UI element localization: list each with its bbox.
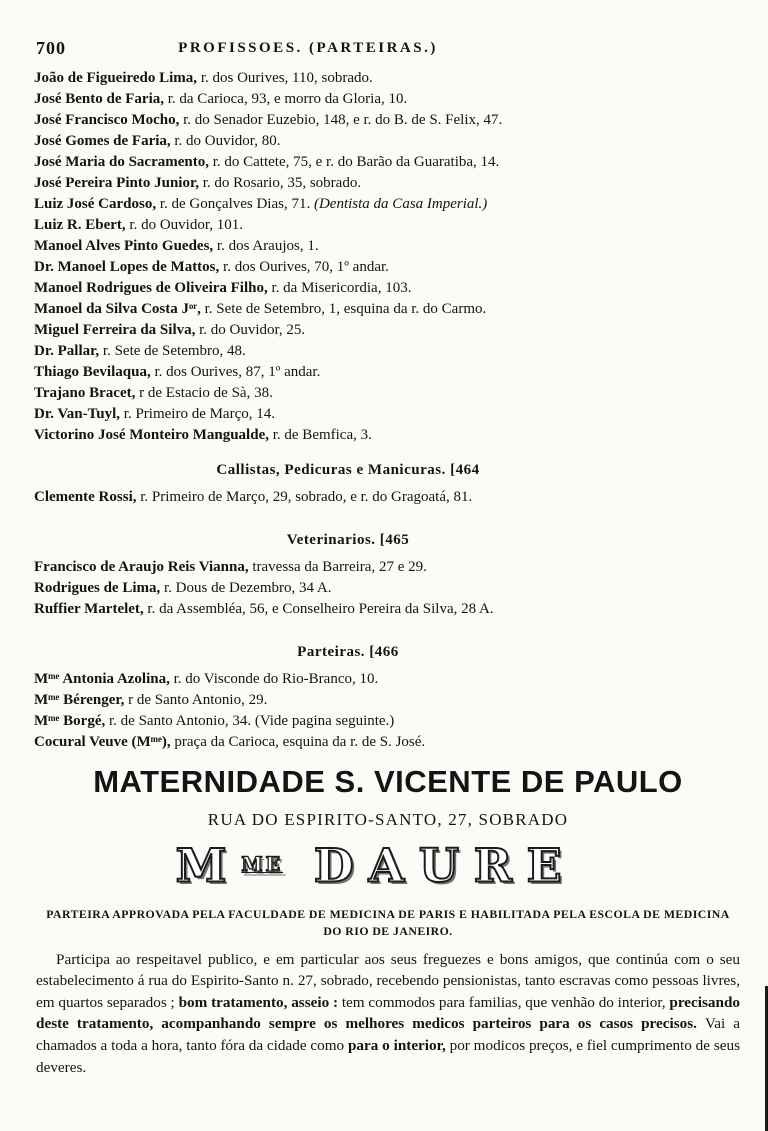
- directory-entry: [34, 173, 742, 194]
- entry-name: Luiz José Cardoso,: [34, 196, 157, 212]
- entry-name: José Gomes de Faria,: [34, 133, 171, 149]
- entry-address: r. de Santo Antonio, 34. (Vide pagina seguinte.): [105, 713, 395, 729]
- section-heading-veterinarios: Veterinarios. [465: [286, 532, 410, 548]
- page-header: [34, 38, 742, 62]
- directory-entry: [34, 236, 742, 257]
- directory-entry: [34, 152, 742, 173]
- directory-entry: [34, 487, 742, 508]
- entry-address: r. dos Araujos, 1.: [213, 238, 319, 254]
- entry-name: José Maria do Sacramento,: [34, 154, 209, 170]
- ad-body-segment: por modicos preços, e fiel cumprimento de seus deveres.: [36, 1037, 740, 1076]
- directory-entry: [34, 383, 742, 404]
- directory-entry: [34, 690, 742, 711]
- entry-address: r. do Ouvidor, 80.: [170, 133, 281, 149]
- directory-entry: [34, 215, 742, 236]
- entry-name: Francisco de Araujo Reis Vianna,: [34, 559, 249, 575]
- directory-entry: [34, 131, 742, 152]
- directory-entry: [34, 110, 742, 131]
- ad-body-segment: Vai a chamados a toda a hora, tanto fóra da cidade como: [36, 1015, 740, 1054]
- entry-address: r. de Gonçalves Dias, 71.: [156, 196, 314, 212]
- directory-entry: [34, 404, 742, 425]
- ad-body-segment: Participa ao respeitavel publico, e em particular aos seus freguezes e bons amigos, que continúa com o seu estabelecimento á rua do Espirito-Santo n. 27, sobrado, recebendo pensionistas, tanto escravas como pessoas livres, em quartos separados ;: [36, 950, 740, 1011]
- entry-address: travessa da Barreira, 27 e 29.: [248, 559, 427, 575]
- entry-name: Dr. Pallar,: [34, 343, 100, 359]
- entry-name: Miguel Ferreira da Silva,: [34, 322, 196, 338]
- ad-credentials: PARTEIRA APPROVADA PELA FACULDADE DE MEDICINA DE PARIS E HABILITADA PELA ESCOLA DE MEDICINA DO RIO DE JANEIRO.: [46, 906, 730, 938]
- entry-name: Luiz R. Ebert,: [34, 217, 126, 233]
- veterinarios-entry-list: [34, 557, 742, 620]
- entry-name: José Pereira Pinto Junior,: [34, 175, 199, 191]
- advertisement: [34, 763, 742, 1078]
- entry-name: José Francisco Mocho,: [34, 112, 180, 128]
- entry-address: r. de Bemfica, 3.: [268, 427, 372, 443]
- section-heading-callistas: Callistas, Pedicuras e Manicuras. [464: [216, 462, 480, 478]
- directory-entry: [34, 278, 742, 299]
- entry-address: r de Estacio de Sà, 38.: [135, 385, 273, 401]
- parteiras-entry-list: [34, 669, 742, 753]
- directory-entry: [34, 257, 742, 278]
- entry-name: Clemente Rossi,: [34, 489, 137, 505]
- ad-body-segment-bold: bom tratamento, asseio :: [178, 993, 342, 1011]
- entry-name: Manoel da Silva Costa Jᵒʳ,: [34, 301, 201, 317]
- entry-address: r. dos Ourives, 70, 1º andar.: [219, 259, 389, 275]
- entry-address: r. do Cattete, 75, e r. do Barão da Guaratiba, 14.: [208, 154, 500, 170]
- ad-body-paragraph: [36, 949, 740, 1079]
- entry-name: Trajano Bracet,: [34, 385, 136, 401]
- entry-name: Dr. Van-Tuyl,: [34, 406, 121, 422]
- entry-name: Ruffier Martelet,: [34, 601, 144, 617]
- entry-address: r. Sete de Setembro, 48.: [99, 343, 246, 359]
- ad-name-superscript: ME: [241, 853, 284, 876]
- ad-name-rest: DAURE: [283, 838, 577, 893]
- entry-address: r. do Senador Euzebio, 148, e r. do B. de S. Felix, 47.: [179, 112, 503, 128]
- directory-entry: [34, 425, 742, 446]
- entry-address: r. da Misericordia, 103.: [267, 280, 412, 296]
- callistas-entry-list: [34, 487, 742, 508]
- entry-address: r. Dous de Dezembro, 34 A.: [160, 580, 332, 596]
- ad-body-segment: tem commodos para familias, que venhão do interior,: [341, 993, 670, 1011]
- directory-entry: [34, 68, 742, 89]
- entry-name: Cocural Veuve (Mᵐᵉ),: [34, 734, 171, 750]
- directory-entry: [34, 299, 742, 320]
- entry-name: Mᵐᵉ Borgé,: [34, 713, 106, 729]
- entry-name: Manoel Alves Pinto Guedes,: [34, 238, 214, 254]
- entry-name: Mᵐᵉ Bérenger,: [34, 692, 125, 708]
- ad-body-segment-bold: precisando deste tratamento, acompanhando sempre os melhores medicos parteiros para os casos precisos.: [36, 993, 740, 1033]
- entry-address: praça da Carioca, esquina da r. de S. José.: [170, 734, 426, 750]
- entry-note: (Dentista da Casa Imperial.): [313, 196, 488, 212]
- entry-address: r. do Ouvidor, 101.: [125, 217, 243, 233]
- entry-address: r. dos Ourives, 110, sobrado.: [197, 70, 373, 86]
- entry-name: Manoel Rodrigues de Oliveira Filho,: [34, 280, 268, 296]
- directory-entry: [34, 362, 742, 383]
- entry-address: r. Primeiro de Março, 29, sobrado, e r. do Gragoatá, 81.: [136, 489, 473, 505]
- directory-entry: [34, 578, 742, 599]
- directory-entry: [34, 599, 742, 620]
- main-entry-list: [34, 68, 742, 446]
- entry-name: João de Figueiredo Lima,: [34, 70, 198, 86]
- entry-address: r. do Ouvidor, 25.: [195, 322, 306, 338]
- directory-entry: [34, 194, 742, 215]
- entry-address: r. da Assembléa, 56, e Conselheiro Pereira da Silva, 28 A.: [143, 601, 494, 617]
- ad-body-segment-bold: para o interior,: [347, 1037, 450, 1054]
- directory-entry: [34, 89, 742, 110]
- ad-title: MATERNIDADE S. VICENTE DE PAULO: [93, 764, 683, 799]
- entry-name: Victorino José Monteiro Mangualde,: [34, 427, 269, 443]
- directory-entry: [34, 341, 742, 362]
- entry-name: Mᵐᵉ Antonia Azolina,: [34, 671, 170, 687]
- directory-entry: [34, 320, 742, 341]
- entry-address: r de Santo Antonio, 29.: [124, 692, 268, 708]
- entry-address: r. Sete de Setembro, 1, esquina da r. do Carmo.: [200, 301, 487, 317]
- directory-entry: [34, 557, 742, 578]
- entry-address: r. do Rosario, 35, sobrado.: [199, 175, 362, 191]
- entry-address: r. Primeiro de Março, 14.: [120, 406, 275, 422]
- entry-address: r. dos Ourives, 87, 1º andar.: [150, 364, 321, 380]
- entry-address: r. da Carioca, 93, e morro da Gloria, 10.: [163, 91, 408, 107]
- page-title: PROFISSOES. (PARTEIRAS.): [178, 40, 438, 56]
- entry-address: r. do Visconde do Rio-Branco, 10.: [169, 671, 379, 687]
- directory-entry: [34, 669, 742, 690]
- entry-name: José Bento de Faria,: [34, 91, 164, 107]
- page-number: 700: [36, 38, 66, 58]
- directory-entry: [34, 732, 742, 753]
- entry-name: Rodrigues de Lima,: [34, 580, 161, 596]
- ad-address: RUA DO ESPIRITO-SANTO, 27, SOBRADO: [207, 810, 569, 829]
- directory-entry: [34, 711, 742, 732]
- ad-madame-name: [22, 837, 730, 894]
- section-heading-parteiras: Parteiras. [466: [297, 644, 399, 660]
- entry-name: Dr. Manoel Lopes de Mattos,: [34, 259, 220, 275]
- ad-name-initial: M: [175, 838, 242, 893]
- entry-name: Thiago Bevilaqua,: [34, 364, 151, 380]
